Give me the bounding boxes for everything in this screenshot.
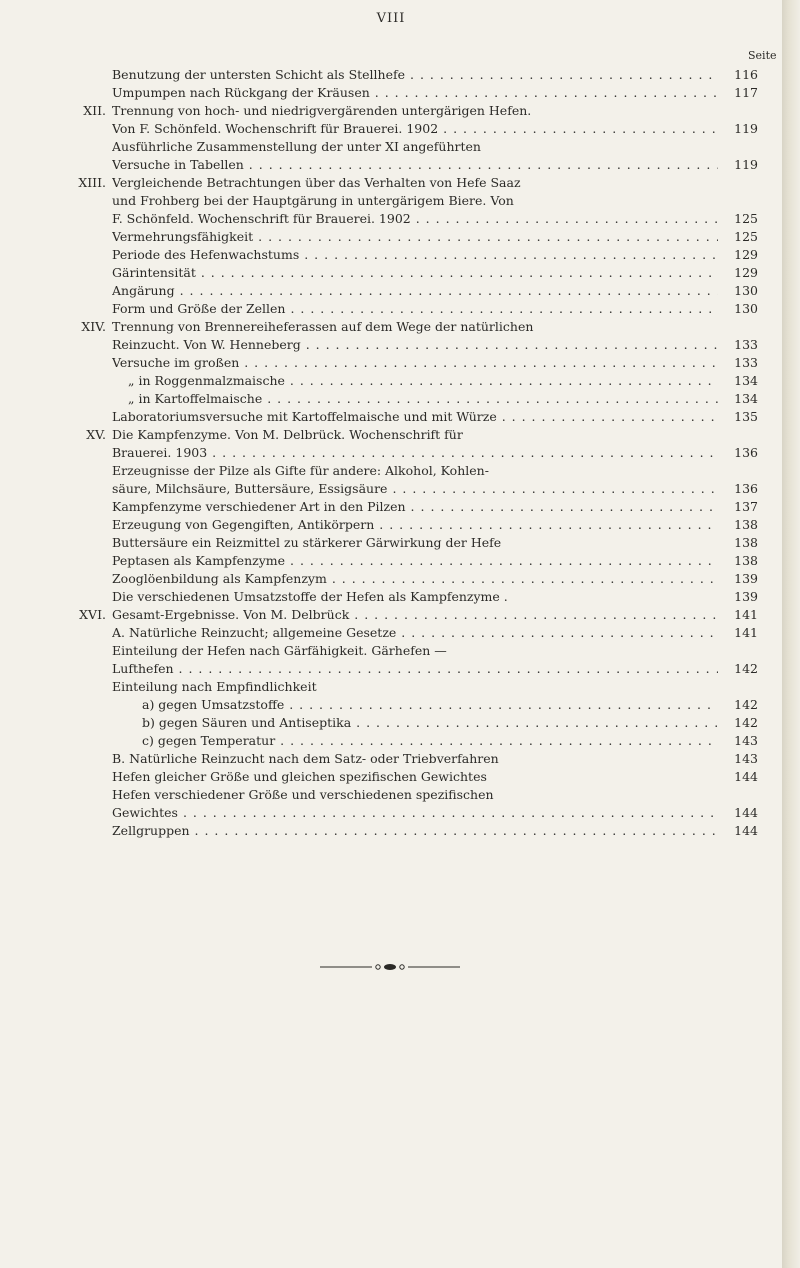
toc-page-number: 136 xyxy=(734,445,758,460)
toc-page-number: 130 xyxy=(734,301,758,316)
toc-page-number: 144 xyxy=(734,823,758,838)
toc-page-number: 116 xyxy=(734,67,758,82)
toc-entry-title: a) gegen Umsatzstoffe . . . xyxy=(142,696,718,714)
toc-entry xyxy=(68,588,758,606)
toc-entry-title: Gesamt-Ergebnisse. Von M. Delbrück . . . xyxy=(112,606,718,624)
toc-entry-title: Lufthefen . . . xyxy=(112,660,718,678)
toc-entry xyxy=(68,102,758,120)
toc-entry xyxy=(68,246,758,264)
toc-entry-title: Gärintensität . . . xyxy=(112,264,718,282)
toc-entry xyxy=(68,66,758,84)
toc-page-number: 138 xyxy=(734,535,758,550)
toc-entry-title: Versuche im großen . . . xyxy=(112,354,718,372)
toc-entry-title: Form und Größe der Zellen . . . xyxy=(112,300,718,318)
toc-entry-title: Kampfenzyme verschiedener Art in den Pilzen . . . xyxy=(112,498,718,516)
toc-entry xyxy=(68,138,758,156)
toc-entry xyxy=(68,336,758,354)
toc-entry-title: Hefen gleicher Größe und gleichen spezifischen Gewichtes xyxy=(112,769,487,784)
toc-entry-title: Brauerei. 1903 . . . xyxy=(112,444,718,462)
toc-entry xyxy=(68,624,758,642)
toc-entry-title: Einteilung nach Empfindlichkeit xyxy=(112,679,317,694)
toc-entry-title: Angärung . . . xyxy=(112,282,718,300)
toc-entry xyxy=(68,804,758,822)
toc-entry-title: „ in Kartoffelmaische . . . xyxy=(128,390,718,408)
toc-page-number: 139 xyxy=(734,589,758,604)
end-ornament xyxy=(320,962,460,972)
toc-entry xyxy=(68,570,758,588)
toc-entry-title: b) gegen Säuren und Antiseptika . . . xyxy=(142,714,718,732)
toc-entry xyxy=(68,768,758,786)
toc-entry xyxy=(68,426,758,444)
toc-entry-title: Erzeugung von Gegengiften, Antikörpern . . . xyxy=(112,516,718,534)
toc-entry-title: A. Natürliche Reinzucht; allgemeine Gesetze . . . xyxy=(112,624,718,642)
toc-page-number: 133 xyxy=(734,337,758,352)
toc-entry xyxy=(68,354,758,372)
toc-entry xyxy=(68,462,758,480)
toc-entry xyxy=(68,498,758,516)
toc-page-number: 141 xyxy=(734,607,758,622)
toc-entry-title: Einteilung der Hefen nach Gärfähigkeit. Gärhefen — xyxy=(112,643,447,658)
toc-entry-title: Umpumpen nach Rückgang der Kräusen . . . xyxy=(112,84,718,102)
toc-page-number: 133 xyxy=(734,355,758,370)
toc-entry-title: und Frohberg bei der Hauptgärung in untergärigem Biere. Von xyxy=(112,193,514,208)
toc-page-number: 134 xyxy=(734,373,758,388)
toc-entry-title: Reinzucht. Von W. Henneberg . . . xyxy=(112,336,718,354)
toc-entry xyxy=(68,84,758,102)
toc-entry-title: Zellgruppen . . . xyxy=(112,822,718,840)
toc-entry xyxy=(68,390,758,408)
toc-entry xyxy=(68,174,758,192)
column-label: Seite xyxy=(748,49,777,62)
toc-page-number: 142 xyxy=(734,661,758,676)
toc-page-number: 134 xyxy=(734,391,758,406)
page-edge xyxy=(782,0,800,1268)
toc-entry-title: Die verschiedenen Umsatzstoffe der Hefen als Kampfenzyme . xyxy=(112,589,508,604)
toc-entry-title: c) gegen Temperatur . . . xyxy=(142,732,718,750)
toc-page-number: 144 xyxy=(734,805,758,820)
toc-entry xyxy=(68,660,758,678)
toc-page-number: 130 xyxy=(734,283,758,298)
toc-page-number: 119 xyxy=(734,121,758,136)
toc-page-number: 142 xyxy=(734,715,758,730)
toc-page-number: 138 xyxy=(734,553,758,568)
toc-page-number: 129 xyxy=(734,265,758,280)
toc-entry xyxy=(68,678,758,696)
toc-entry xyxy=(68,282,758,300)
toc-page-number: 137 xyxy=(734,499,758,514)
toc-page-number: 143 xyxy=(734,751,758,766)
toc-page-number: 119 xyxy=(734,157,758,172)
toc-entry-title: Gewichtes . . . xyxy=(112,804,718,822)
toc-entry xyxy=(68,480,758,498)
toc-page-number: 141 xyxy=(734,625,758,640)
toc-page-number: 117 xyxy=(734,85,758,100)
toc-entry xyxy=(68,732,758,750)
toc-entry-title: Zooglöenbildung als Kampfenzym . . . xyxy=(112,570,718,588)
toc-entry xyxy=(68,300,758,318)
toc-entry-title: Peptasen als Kampfenzyme . . . xyxy=(112,552,718,570)
toc-section-number: XIII. xyxy=(78,175,106,190)
toc-page-number: 125 xyxy=(734,229,758,244)
toc-section-number: XII. xyxy=(83,103,106,118)
toc-entry-title: B. Natürliche Reinzucht nach dem Satz- oder Triebverfahren xyxy=(112,751,499,766)
toc-entry xyxy=(68,192,758,210)
toc-entry-title: „ in Roggenmalzmaische . . . xyxy=(128,372,718,390)
toc-entry xyxy=(68,318,758,336)
toc-entry xyxy=(68,786,758,804)
toc-entry xyxy=(68,264,758,282)
toc-entry xyxy=(68,156,758,174)
toc-entry xyxy=(68,552,758,570)
toc-page-number: 143 xyxy=(734,733,758,748)
toc-page-number: 129 xyxy=(734,247,758,262)
toc-entry-title: Erzeugnisse der Pilze als Gifte für andere: Alkohol, Kohlen- xyxy=(112,463,489,478)
toc-entry-title: Laboratoriumsversuche mit Kartoffelmaische und mit Würze . . . xyxy=(112,408,718,426)
toc-entry-title: Vergleichende Betrachtungen über das Verhalten von Hefe Saaz xyxy=(112,175,521,190)
toc-entry xyxy=(68,822,758,840)
toc-entry xyxy=(68,372,758,390)
toc-entry xyxy=(68,516,758,534)
toc-entry-title: Buttersäure ein Reizmittel zu stärkerer Gärwirkung der Hefe xyxy=(112,535,502,550)
toc-section-number: XVI. xyxy=(79,607,106,622)
toc-entry-title: Benutzung der untersten Schicht als Stellhefe . . . xyxy=(112,66,718,84)
toc-page-number: 139 xyxy=(734,571,758,586)
toc-page-number: 125 xyxy=(734,211,758,226)
table-of-contents xyxy=(68,66,758,840)
toc-entry-title: säure, Milchsäure, Buttersäure, Essigsäure . . . xyxy=(112,480,718,498)
toc-section-number: XV. xyxy=(86,427,106,442)
toc-page-number: 138 xyxy=(734,517,758,532)
toc-page-number: 142 xyxy=(734,697,758,712)
toc-page-number: 136 xyxy=(734,481,758,496)
toc-entry xyxy=(68,228,758,246)
toc-entry xyxy=(68,714,758,732)
toc-entry-title: Vermehrungsfähigkeit . . . xyxy=(112,228,718,246)
toc-entry xyxy=(68,444,758,462)
toc-entry-title: Von F. Schönfeld. Wochenschrift für Brauerei. 1902 . . . xyxy=(112,120,718,138)
toc-entry-title: Ausführliche Zusammenstellung der unter XI angeführten xyxy=(112,139,481,154)
toc-page-number: 144 xyxy=(734,769,758,784)
toc-entry xyxy=(68,606,758,624)
toc-entry-title: F. Schönfeld. Wochenschrift für Brauerei. 1902 . . . xyxy=(112,210,718,228)
toc-entry xyxy=(68,750,758,768)
toc-entry-title: Hefen verschiedener Größe und verschiedenen spezifischen xyxy=(112,787,494,802)
toc-entry-title: Periode des Hefenwachstums . . . xyxy=(112,246,718,264)
toc-section-number: XIV. xyxy=(81,319,106,334)
toc-page-number: 135 xyxy=(734,409,758,424)
toc-entry xyxy=(68,696,758,714)
toc-entry-title: Versuche in Tabellen . . . xyxy=(112,156,718,174)
toc-entry xyxy=(68,210,758,228)
toc-entry-title: Trennung von Brennereiheferassen auf dem Wege der natürlichen xyxy=(112,319,534,334)
toc-entry xyxy=(68,408,758,426)
toc-entry-title: Trennung von hoch- und niedrigvergärenden untergärigen Hefen. xyxy=(112,103,532,118)
page-number-header: VIII xyxy=(376,11,406,26)
toc-entry xyxy=(68,120,758,138)
toc-entry xyxy=(68,534,758,552)
toc-entry-title: Die Kampfenzyme. Von M. Delbrück. Wochenschrift für xyxy=(112,427,463,442)
toc-entry xyxy=(68,642,758,660)
